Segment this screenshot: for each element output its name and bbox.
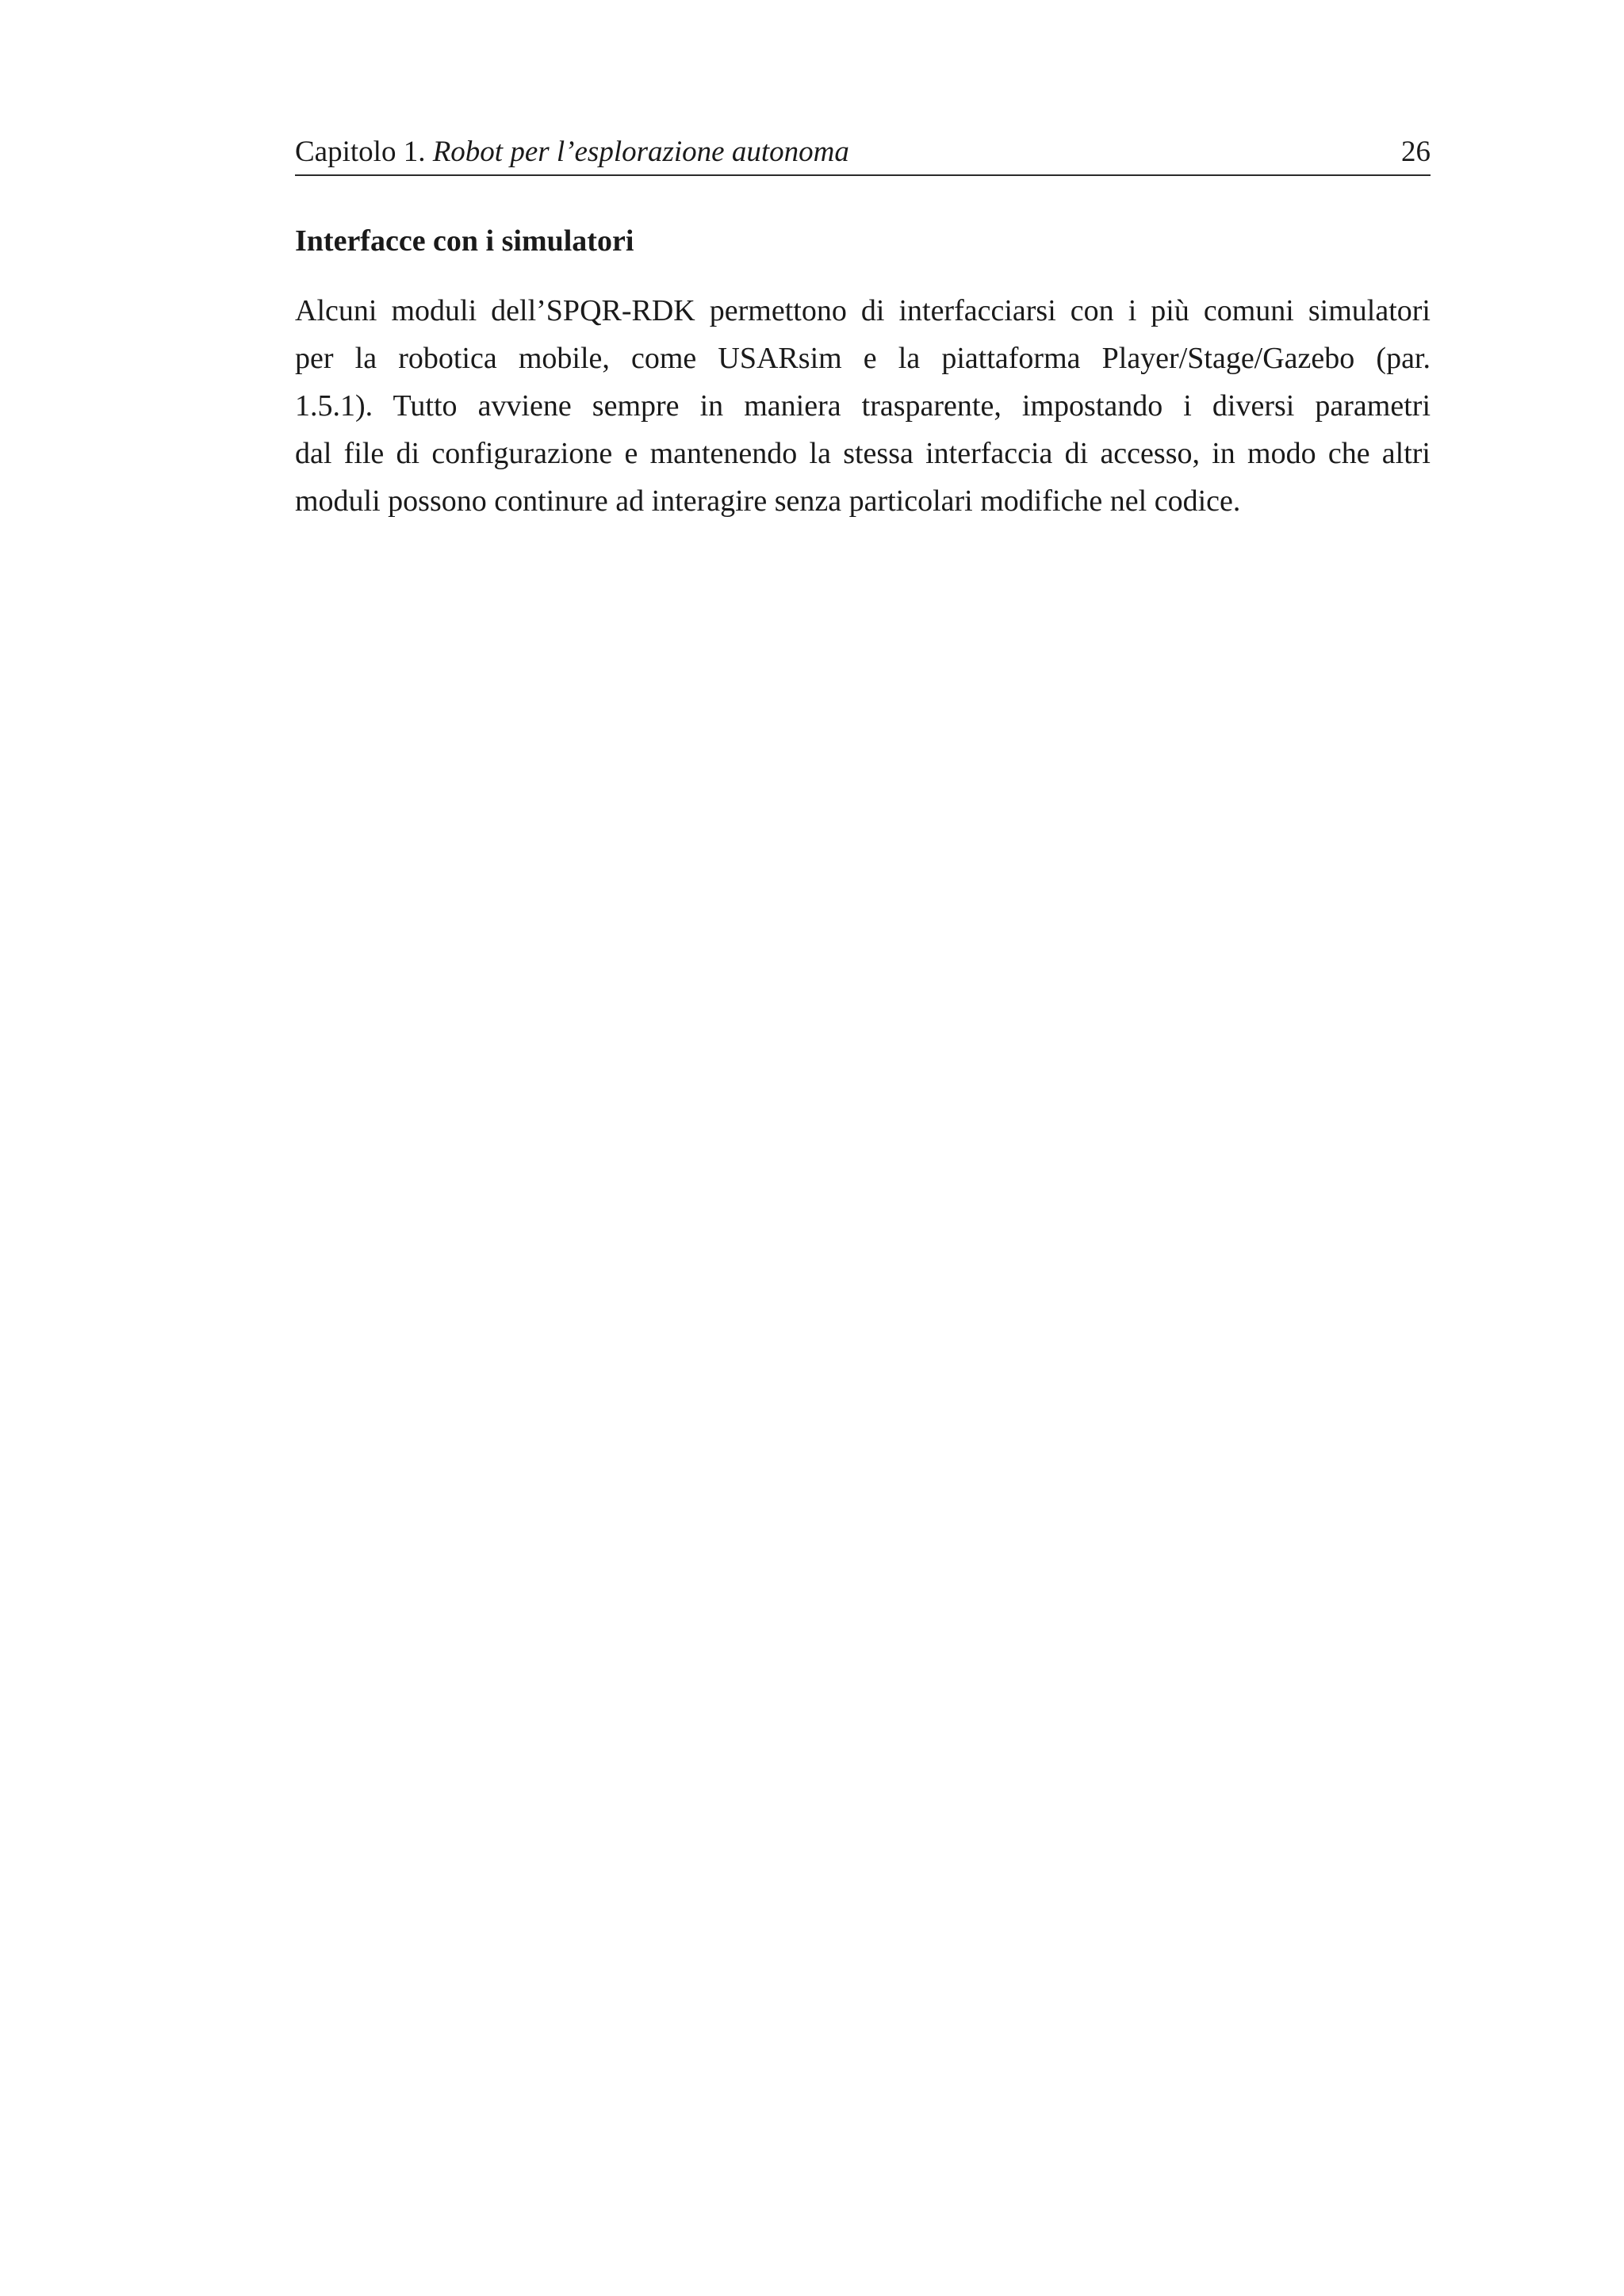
- section-heading: Interfacce con i simulatori: [295, 224, 634, 258]
- paragraph-line: per la robotica mobile, come USARsim e la piattaforma Player/Stage/Gazebo (par.: [295, 342, 1431, 375]
- paragraph-line: 1.5.1). Tutto avviene sempre in maniera trasparente, impostando i diversi parametri: [295, 389, 1431, 423]
- paragraph-line: moduli possono continure ad interagire senza particolari modifiche nel codice.: [295, 484, 1241, 518]
- page-number: 26: [1401, 136, 1431, 168]
- chapter-label: Capitolo 1.: [295, 136, 426, 168]
- running-header: [295, 130, 1431, 176]
- chapter-title: Robot per l’esplorazione autonoma: [432, 136, 849, 168]
- paragraph: [295, 287, 1431, 525]
- paragraph-line: dal file di configurazione e mantenendo la stessa interfaccia di accesso, in modo che altri: [295, 437, 1431, 470]
- chapter-reference: [295, 130, 849, 174]
- paragraph-line: Alcuni moduli dell’SPQR-RDK permettono di interfacciarsi con i più comuni simulatori: [295, 294, 1431, 327]
